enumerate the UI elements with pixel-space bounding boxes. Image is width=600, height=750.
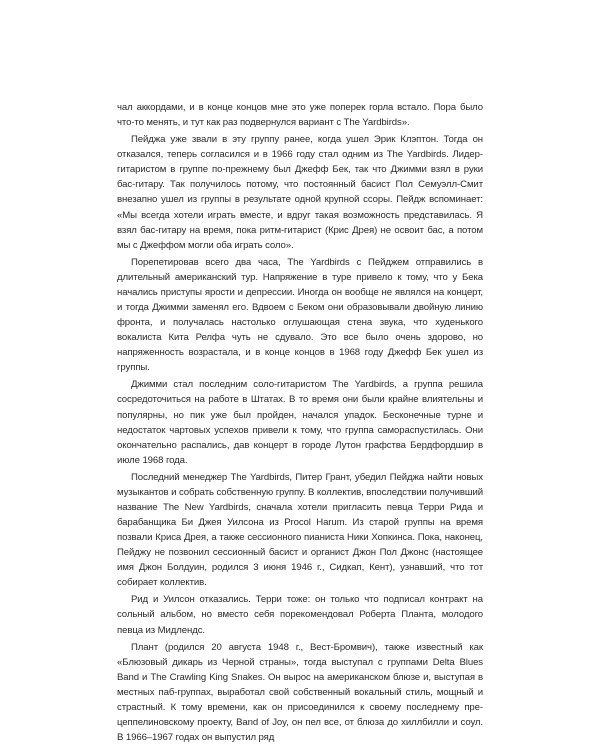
paragraph-7: Плант (родился 20 августа 1948 г., Вест-Бромвич), также известный как «Блюзовый дикарь из Черной страны», тогда выступал с группами Delta Blues Band и The Crawling King Snakes. Он вырос на американском блюзе и, выступая в местных паб-группах, выработал свой собственный вокальный стиль, мощный и страстный. К тому времени, как он присоединился к своему последнему пре-цеппелиновскому проекту, Band of Joy, он пел все, от блюза до хиллбилли и соул. В 1966–1967 годах он выпустил ряд [117,641,483,744]
paragraph-4: Джимми стал последним соло-гитаристом The Yardbirds, а группа решила сосредоточиться на работе в Штатах. В то время они были крайне влиятельны и популярны, но пик уже был пройден, начался упадок. Бесконечные турне и недостаток чартовых успехов привели к тому, что группа самораспустилась. Они окончательно распались, дав концерт в городе Лутон графства Бердфордшир в июле 1968 года. [117,379,483,466]
paragraph-6: Рид и Уилсон отказались. Терри тоже: он только что подписал контракт на сольный альбом, но вместо себя порекомендовал Роберта Планта, молодого певца из Мидлендс. [117,594,483,636]
paragraph-5: Последний менеджер The Yardbirds, Питер Грант, убедил Пейджа найти новых музыкантов и собрать собственную группу. В коллектив, впоследствии получивший название The New Yardbirds, сначала хотели пригласить певца Терри Рида и барабанщика Би Джея Уилсона из Procol Harum. Из старой группы на время позвали Криса Дрея, а также сессионного пианиста Ники Хопкинса. Пока, наконец, Пейджу не позвонил сессионный басист и органист Джон Пол Джонс (настоящее имя Джон Болдуин, родился 3 июня 1946 г., Сидкап, Кент), узнавший, что тот собирает коллектив. [117,471,483,589]
paragraph-2: Пейджа уже звали в эту группу ранее, когда ушел Эрик Клэптон. Тогда он отказался, теперь согласился и в 1966 году стал одним из The Yardbirds. Лидер-гитаристом в группе по-прежнему был Джефф Бек, так что Джимми взял в руки бас-гитару. Так получилось потому, что постоянный басист Пол Семуэлл-Смит внезапно ушел из группы в результате одной крупной ссоры. Пейдж вспоминает: «Мы всегда хотели играть вместе, и вдруг такая возможность представилась. Я взял бас-гитару на время, пока ритм-гитарист (Крис Дрея) не освоит бас, а потом мы с Джеффом могли оба играть соло». [117,134,483,251]
paragraph-3: Порепетировав всего два часа, The Yardbirds с Пейджем отправились в длительный американский тур. Напряжение в туре привело к тому, что у Бека начались приступы ярости и депрессии. Иногда он вообще не являлся на концерт, и тогда Джимми заменял его. Вдвоем с Беком они образовывали двойную линию фронта, и получалась настолько оглушающая стена звука, что худенького вокалиста Кита Релфа чуть не сдувало. Это все было очень здорово, но напряженность возрастала, и в конце концов в 1968 году Джефф Бек ушел из группы. [117,256,483,374]
paragraph-1: чал аккордами, и в конце концов мне это уже поперек горла встало. Пора было что-то менять, и тут как раз подвернулся вариант с The Yardbirds». [117,102,483,129]
page-body-text [117,100,483,745]
